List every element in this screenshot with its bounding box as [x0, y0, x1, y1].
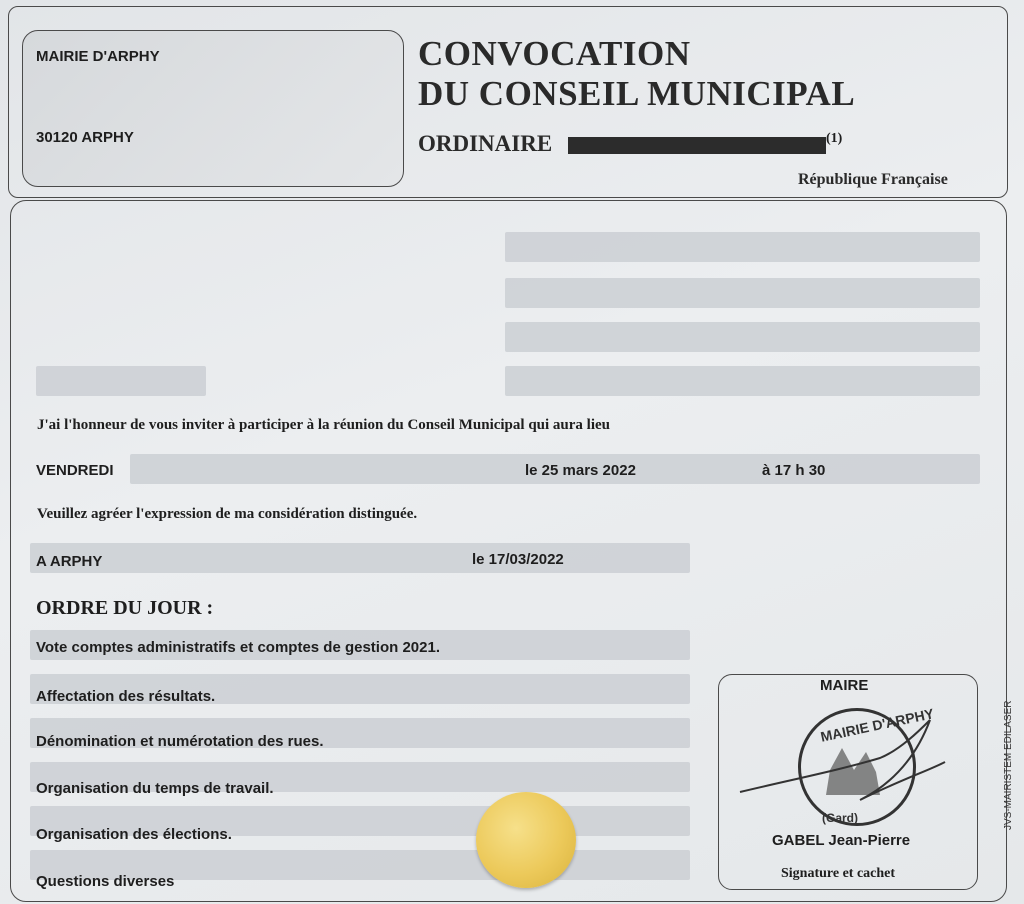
side-printer-note: JVS-MAIRISTEM EDILASER [1003, 700, 1014, 830]
agenda-item: Questions diverses [36, 873, 175, 890]
field-shade [505, 232, 980, 262]
agenda-item: Vote comptes administratifs et comptes de gestion 2021. [36, 639, 441, 656]
agenda-item: Organisation des élections. [36, 826, 232, 843]
meeting-day: VENDREDI [36, 462, 114, 479]
agenda-title: ORDRE DU JOUR : [36, 597, 214, 619]
field-shade [505, 366, 980, 396]
country-label: République Française [798, 171, 948, 188]
title-line-1: CONVOCATION [418, 34, 691, 73]
signature-caption: Signature et cachet [781, 866, 896, 881]
stamp-sub: (Gard) [822, 811, 858, 825]
issue-date: le 17/03/2022 [472, 551, 564, 568]
field-shade [505, 322, 980, 352]
meeting-date: le 25 mars 2022 [525, 462, 636, 479]
stamp-emblem [826, 748, 880, 795]
invitation-text: J'ai l'honneur de vous inviter à participer à la réunion du Conseil Municipal qui aura lieu [37, 417, 611, 433]
stamp-emblem-drawing [730, 700, 960, 830]
field-shade [36, 366, 206, 396]
agenda-item: Affectation des résultats. [36, 688, 216, 705]
mairie-name: MAIRIE D'ARPHY [36, 48, 160, 65]
meeting-time: à 17 h 30 [762, 462, 826, 479]
title-line-2: DU CONSEIL MUNICIPAL [418, 74, 856, 113]
stamp-text: MAIRIE D'ARPHY [819, 705, 936, 745]
mayor-name: GABEL Jean-Pierre [772, 832, 911, 849]
signature-role: MAIRE [820, 677, 869, 694]
closing-text: Veuillez agréer l'expression de ma considération distinguée. [37, 506, 418, 522]
footnote-marker: (1) [826, 131, 843, 146]
coin-object [476, 792, 576, 888]
mairie-address: 30120 ARPHY [36, 129, 134, 146]
agenda-item: Dénomination et numérotation des rues. [36, 733, 324, 750]
field-shade [505, 278, 980, 308]
agenda-item: Organisation du temps de travail. [36, 780, 274, 797]
issue-place: A ARPHY [36, 553, 103, 570]
field-shade [30, 543, 690, 573]
redaction-bar [568, 137, 826, 154]
session-type: ORDINAIRE [418, 131, 553, 156]
